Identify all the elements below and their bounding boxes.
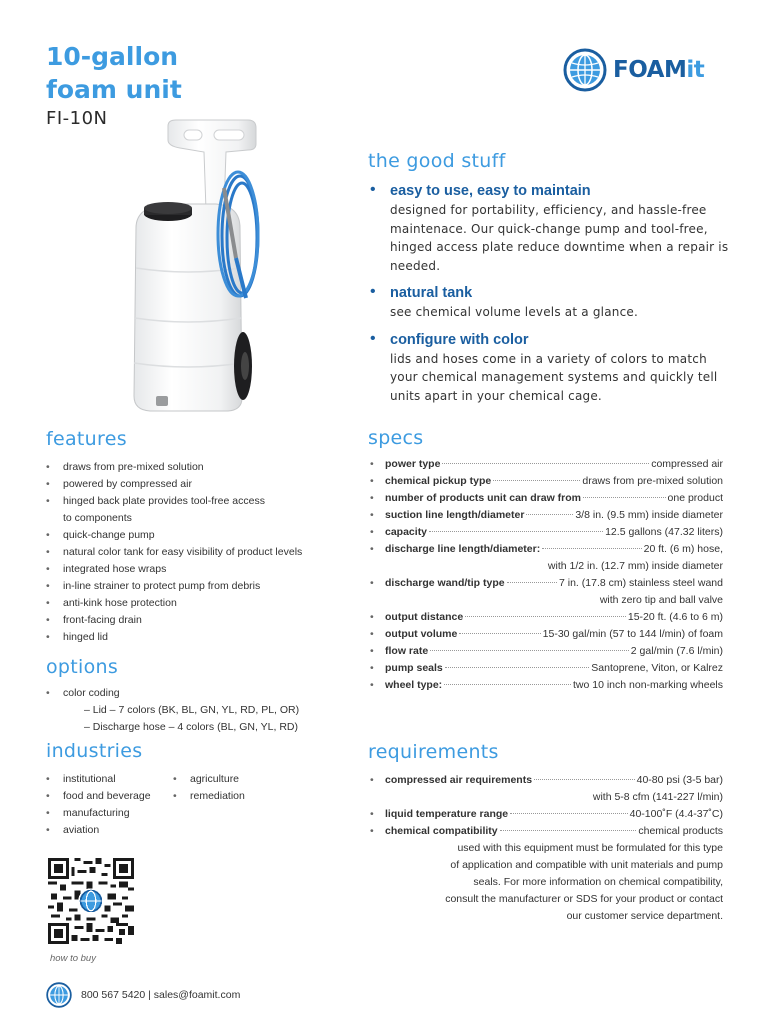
spec-value: 20 ft. (6 m) hose, <box>643 543 723 555</box>
industries-list-col2 <box>173 771 303 805</box>
list-item: • color coding <box>46 685 346 702</box>
features-list <box>46 459 346 646</box>
spec-value: 7 in. (17.8 cm) stainless steel wand <box>559 577 723 589</box>
list-item: • agriculture <box>173 771 303 788</box>
spec-row <box>368 609 723 626</box>
globe-icon <box>46 982 72 1008</box>
list-item: • draws from pre-mixed solution <box>46 459 346 476</box>
list-item: • hinged lid <box>46 629 346 646</box>
title-line-1: 10-gallon <box>46 42 179 71</box>
spec-label: • power type <box>385 458 441 470</box>
specs-list <box>368 456 723 694</box>
list-item: • in-line strainer to protect pump from debris <box>46 578 346 595</box>
spec-label: • output volume <box>385 628 458 640</box>
spec-label: • compressed air requirements <box>385 774 533 786</box>
spec-row <box>368 524 723 541</box>
globe-icon <box>563 48 607 92</box>
spec-label: • discharge line length/diameter: <box>385 543 541 555</box>
spec-row <box>368 541 723 558</box>
spec-label: • pump seals <box>385 662 443 674</box>
list-item: • quick-change pump <box>46 527 346 544</box>
spec-value: 15-20 ft. (4.6 to 6 m) <box>627 611 723 623</box>
spec-label: • chemical pickup type <box>385 475 492 487</box>
foamit-logo <box>563 48 704 92</box>
spec-value: chemical products <box>638 825 723 837</box>
spec-value: one product <box>667 492 723 504</box>
page-title <box>46 40 182 106</box>
features-heading: features <box>46 428 127 450</box>
spec-row <box>368 507 723 524</box>
spec-row <box>368 772 723 789</box>
spec-label: • wheel type: <box>385 679 443 691</box>
list-item: • integrated hose wraps <box>46 561 346 578</box>
spec-continuation: our customer service department. <box>566 910 723 922</box>
list-item <box>368 182 738 275</box>
good-stuff-body: designed for portability, efficiency, and hassle-free maintenace. Our quick-change pump and tool-free, hinged access plate reduce downtime when a repair is needed. <box>390 203 729 273</box>
good-stuff-body: see chemical volume levels at a glance. <box>390 305 638 319</box>
good-stuff-title: • easy to use, easy to maintain <box>390 183 591 199</box>
spec-continuation: with zero tip and ball valve <box>599 594 723 606</box>
spec-row <box>368 490 723 507</box>
list-item: • aviation <box>46 822 176 839</box>
spec-row <box>368 677 723 694</box>
spec-row <box>368 473 723 490</box>
spec-value: 40-80 psi (3-5 bar) <box>636 774 723 786</box>
spec-row <box>368 626 723 643</box>
model-number: FI-10N <box>46 108 108 129</box>
industries-heading: industries <box>46 740 143 762</box>
spec-label: • flow rate <box>385 645 429 657</box>
list-item <box>368 284 738 322</box>
list-item: • front-facing drain <box>46 612 346 629</box>
spec-row <box>368 643 723 660</box>
logo-text-suffix: it <box>686 57 705 83</box>
spec-value: 12.5 gallons (47.32 liters) <box>605 526 723 538</box>
spec-value: 15-30 gal/min (57 to 144 l/min) of foam <box>542 628 723 640</box>
spec-label: • suction line length/diameter <box>385 509 525 521</box>
options-list <box>46 685 346 736</box>
list-item: • food and beverage <box>46 788 176 805</box>
spec-row <box>368 456 723 473</box>
spec-value: Santoprene, Viton, or Kalrez <box>591 662 723 674</box>
title-line-2: foam unit <box>46 75 182 104</box>
options-heading: options <box>46 656 119 678</box>
logo-text-main: FOAM <box>613 57 687 83</box>
spec-continuation: consult the manufacturer or SDS for your product or contact <box>445 893 723 905</box>
list-subitem: – Lid – 7 colors (BK, BL, GN, YL, RD, PL, OR) <box>84 704 300 716</box>
spec-value: compressed air <box>651 458 723 470</box>
spec-label: • chemical compatibility <box>385 825 498 837</box>
spec-continuation: with 1/2 in. (12.7 mm) inside diameter <box>547 560 723 572</box>
industries-list-col1 <box>46 771 176 839</box>
spec-label: • capacity <box>385 526 428 538</box>
good-stuff-title: • configure with color <box>390 331 529 348</box>
spec-row <box>368 575 723 592</box>
list-item: • remediation <box>173 788 303 805</box>
spec-value: draws from pre-mixed solution <box>582 475 723 487</box>
spec-row <box>368 806 723 823</box>
good-stuff-body: lids and hoses come in a variety of colors to match your chemical management systems and quickly tell units apart in your chemical cage. <box>390 351 718 403</box>
specs-heading: specs <box>368 427 424 449</box>
logo-wordmark <box>613 57 704 83</box>
spec-value: two 10 inch non-marking wheels <box>573 679 723 691</box>
spec-continuation: of application and compatible with unit materials and pump <box>450 859 723 871</box>
list-item <box>368 331 738 406</box>
list-item: • institutional <box>46 771 176 788</box>
qr-code-icon[interactable] <box>48 858 134 944</box>
list-subitem: – Discharge hose – 4 colors (BL, GN, YL, RD) <box>84 721 298 733</box>
spec-label: • discharge wand/tip type <box>385 577 505 589</box>
spec-label: • liquid temperature range <box>385 808 509 820</box>
spec-continuation: seals. For more information on chemical compatibility, <box>473 876 723 888</box>
product-image <box>128 118 288 423</box>
list-item: • natural color tank for easy visibility of product levels <box>46 544 346 561</box>
list-item: • powered by compressed air <box>46 476 346 493</box>
spec-value: 2 gal/min (7.6 l/min) <box>630 645 723 657</box>
list-item: • hinged back plate provides tool-free access <box>46 493 346 510</box>
list-item: • manufacturing <box>46 805 176 822</box>
spec-continuation: used with this equipment must be formulated for this type <box>457 842 723 854</box>
good-stuff-list <box>368 182 738 414</box>
good-stuff-heading: the good stuff <box>368 150 506 172</box>
spec-value: 3/8 in. (9.5 mm) inside diameter <box>575 509 723 521</box>
spec-row <box>368 660 723 677</box>
requirements-heading: requirements <box>368 741 499 763</box>
spec-value: 40-100˚F (4.4-37˚C) <box>629 808 723 820</box>
good-stuff-title: • natural tank <box>390 285 473 301</box>
spec-label: • number of products unit can draw from <box>385 492 582 504</box>
list-item-continuation: to components <box>63 512 132 524</box>
footer-contact <box>46 982 240 1008</box>
list-item: • anti-kink hose protection <box>46 595 346 612</box>
qr-caption: how to buy <box>50 953 96 964</box>
contact-text: 800 567 5420 | sales@foamit.com <box>81 989 241 1001</box>
spec-row <box>368 823 723 840</box>
requirements-list <box>368 772 723 925</box>
spec-label: • output distance <box>385 611 464 623</box>
spec-continuation: with 5-8 cfm (141-227 l/min) <box>592 791 723 803</box>
